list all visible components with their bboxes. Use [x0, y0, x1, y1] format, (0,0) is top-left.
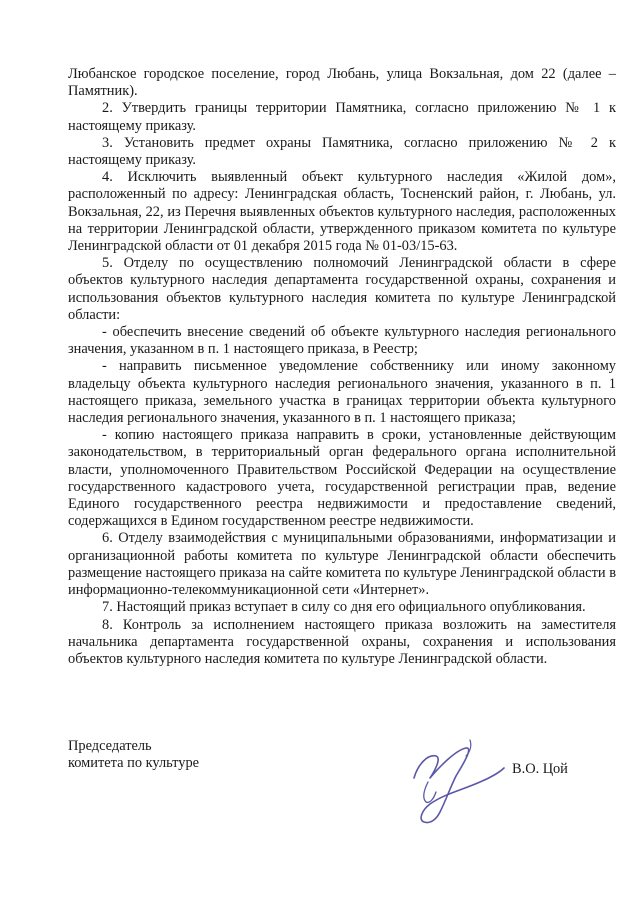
paragraph-continuation: Любанское городское поселение, город Любань, улица Вокзальная, дом 22 (далее – Памятник). [68, 66, 616, 100]
handwritten-signature [400, 720, 510, 830]
signature-block [68, 738, 616, 777]
paragraph-item-6: 6. Отделу взаимодействия с муниципальными образованиями, информатизации и организационной работы комитета по культуре Ленинградской области обеспечить размещение настоящего приказа на сайте комитета по культуре Ленинградской области в информационно-телекоммуникационной сети «Интернет». [68, 530, 616, 599]
paragraph-item-7: 7. Настоящий приказ вступает в силу со дня его официального опубликования. [102, 599, 586, 616]
signatory-title-line-1: Председатель [68, 738, 152, 754]
signatory-name: В.О. Цой [512, 761, 568, 777]
paragraph-subitem-notify-owner: - направить письменное уведомление собственнику или иному законному владельцу объекта культурного наследия регионального значения, указанного в п. 1 настоящего приказа, земельного участка в границах территории объекта культурного наследия регионального значения, указанного в п. 1 настоящего приказа; [68, 358, 616, 427]
paragraph-subitem-send-copy: - копию настоящего приказа направить в сроки, установленные действующим законодательством, в территориальный орган федерального органа исполнительной власти, уполномоченного Правительством Российской Федерации на осуществление государственного кадастрового учета, государственной регистрации прав, ведение Единого государственного реестра недвижимости и предоставление сведений, содержащихся в Едином государственном реестре недвижимости. [68, 427, 616, 530]
paragraph-item-4: 4. Исключить выявленный объект культурного наследия «Жилой дом», расположенный по адресу: Ленинградская область, Тосненский район, г. Любань, ул. Вокзальная, 22, из Перечня выявленных объектов культурного наследия, расположенных на территории Ленинградской области, утвержденного приказом комитета по культуре Ленинградской области от 01 декабря 2015 года № 01-03/15-63. [68, 169, 616, 255]
paragraph-item-3: 3. Установить предмет охраны Памятника, согласно приложению № 2 к настоящему приказу. [68, 134, 616, 169]
paragraph-item-5: 5. Отделу по осуществлению полномочий Ленинградской области в сфере объектов культурного наследия департамента государственной охраны, сохранения и использования объектов культурного наследия комитета по культуре Ленинградской области: [68, 255, 616, 323]
paragraph-subitem-registry: - обеспечить внесение сведений об объекте культурного наследия регионального значения, указанном в п. 1 настоящего приказа, в Реестр; [68, 324, 616, 358]
signatory-title-line-2: комитета по культуре [68, 755, 200, 772]
paragraph-item-8: 8. Контроль за исполнением настоящего приказа возложить на заместителя начальника департамента государственной охраны, сохранения и использования объектов культурного наследия комитета по культуре Ленинградской области. [68, 616, 616, 667]
document-body [68, 66, 616, 668]
paragraph-item-2: 2. Утвердить границы территории Памятника, согласно приложению № 1 к настоящему приказу. [68, 100, 616, 134]
